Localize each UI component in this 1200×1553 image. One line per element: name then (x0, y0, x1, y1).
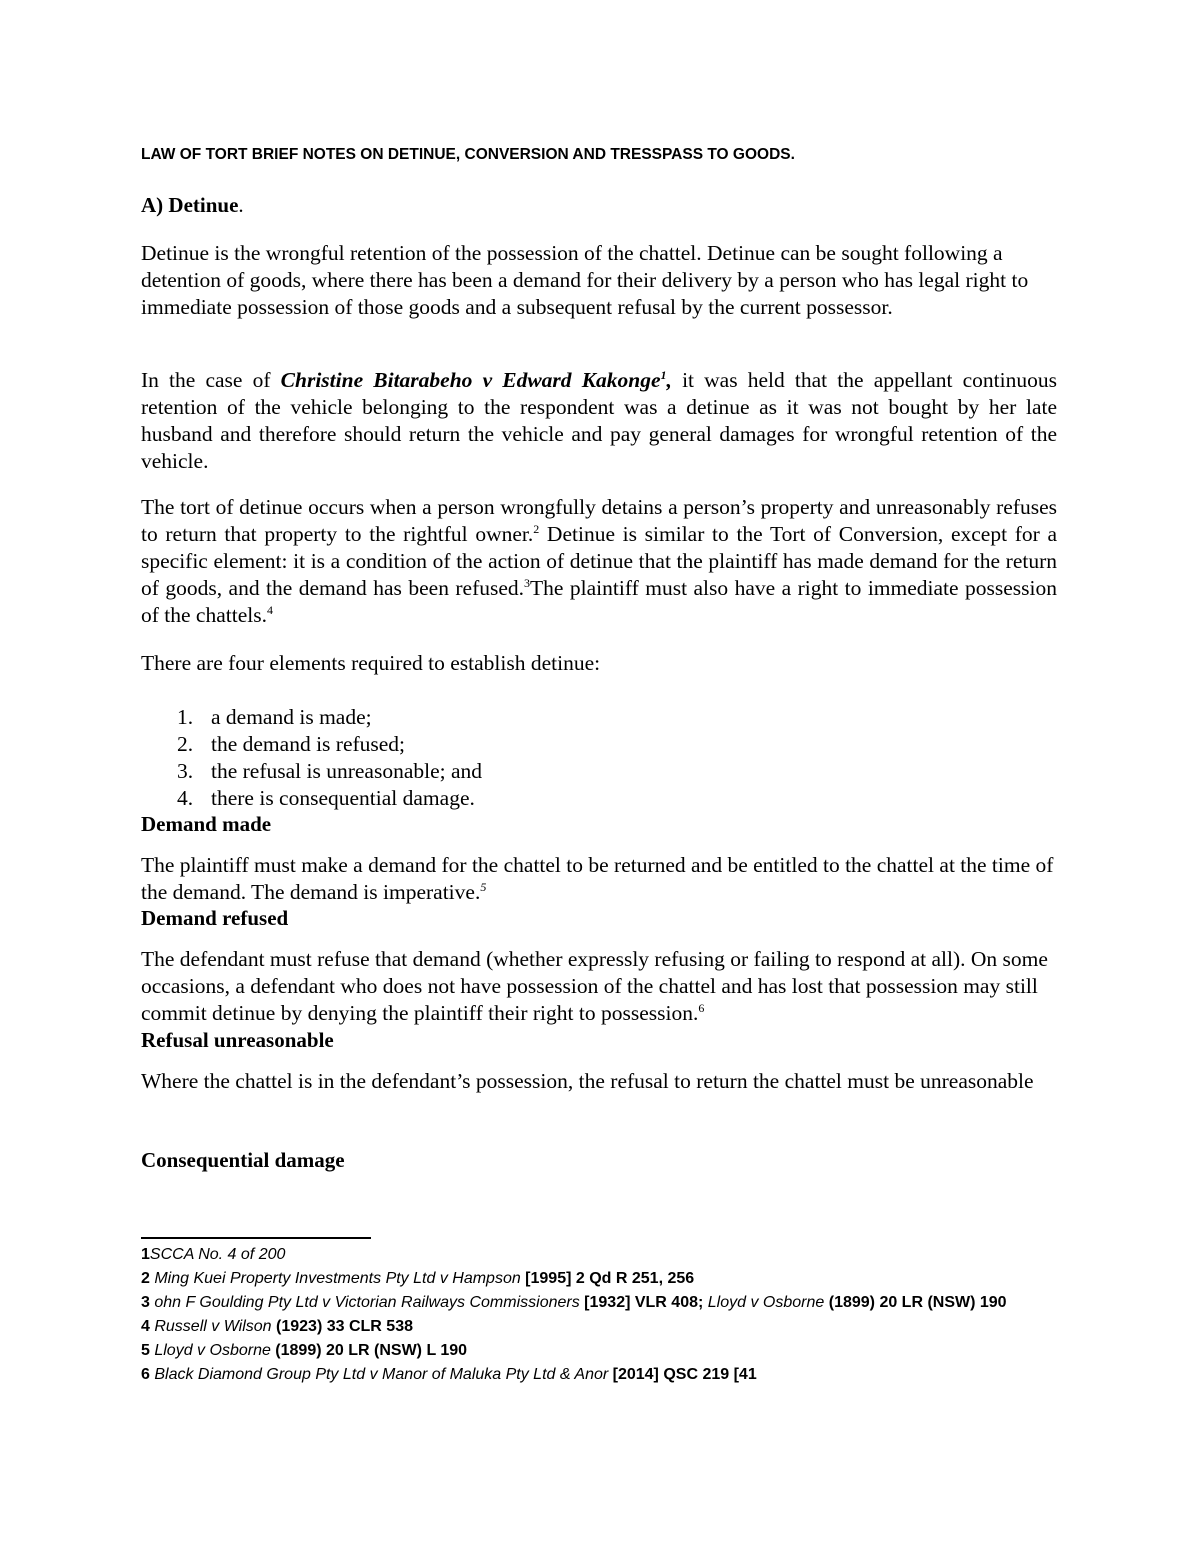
section-heading-detinue (141, 193, 244, 218)
list-item-text: there is consequential damage. (211, 786, 475, 810)
footnote-reference: (1923) 33 CLR 538 (271, 1318, 413, 1335)
paragraph-refusal-unreasonable: Where the chattel is in the defendant’s possession, the refusal to return the chattel must be unreasonable (141, 1069, 1034, 1093)
footnote-number: 4 (141, 1318, 150, 1335)
document-page (141, 0, 1061, 1553)
footnote-ref-4: 4 (266, 602, 273, 617)
list-item-number: 1. (177, 705, 194, 729)
subheading-refusal-unreasonable: Refusal unreasonable (141, 1028, 334, 1052)
footnote-separator (141, 1237, 371, 1239)
tort-text-b: Detinue is similar to the Tort of Conversion, except for a specific element: it is a condition of the action of detinue that the plaintiff has made demand for the return of goods, and the demand has been refused. (141, 522, 1058, 600)
case-name: Christine Bitarabeho v Edward Kakonge (280, 368, 661, 392)
footnote-number: 2 (141, 1270, 150, 1287)
footnote-number: 1 (141, 1246, 150, 1263)
footnote-citation: Ming Kuei Property Investments Pty Ltd v Hampson (149, 1270, 521, 1287)
list-item-text: the demand is refused; (211, 732, 406, 756)
paragraph-case-example (141, 367, 1057, 475)
footnote-2 (141, 1267, 1057, 1291)
paragraph-demand-refused (141, 946, 1057, 1027)
footnote-citation: ohn F Goulding Pty Ltd v Victorian Railways Commissioners (149, 1294, 580, 1311)
footnote-reference: (1899) 20 LR (NSW) L 190 (270, 1342, 468, 1359)
footnote-6 (141, 1363, 1057, 1387)
case-comma: , (666, 368, 672, 392)
footnote-1 (141, 1243, 1057, 1267)
footnote-3 (141, 1291, 1057, 1315)
footnote-ref-6: 6 (698, 1000, 705, 1015)
footnote-number: 6 (141, 1366, 150, 1383)
demand-refused-text: The defendant must refuse that demand (whether expressly refusing or failing to respond at all). On some occasions, a defendant who does not have possession of the chattel and has lost that possession may still commit detinue by denying the plaintiff their right to possession. (141, 947, 1048, 1025)
list-item-number: 2. (177, 732, 194, 756)
paragraph-tort-of-detinue (141, 494, 1057, 629)
footnote-citation: Russell v Wilson (149, 1318, 272, 1335)
elements-list (177, 704, 482, 812)
section-heading-detinue-dot: . (238, 193, 244, 217)
subheading-demand-refused: Demand refused (141, 906, 289, 930)
tort-text-c: The plaintiff must also have a right to immediate possession of the chattels. (141, 576, 1057, 627)
footnote-ref-1: 1 (660, 367, 667, 382)
paragraph-elements-intro: There are four elements required to establish detinue: (141, 651, 601, 675)
footnote-reference: [1932] VLR 408; (579, 1294, 708, 1311)
footnote-ref-2: 2 (533, 521, 540, 536)
footnote-ref-5: 5 (480, 879, 487, 894)
footnote-citation: SCCA No. 4 of 200 (149, 1246, 286, 1263)
paragraph-detinue-definition: Detinue is the wrongful retention of the possession of the chattel. Detinue can be sought following a detention of goods, where there has been a demand for their delivery by a person who has legal right to immediate possession of those goods and a subsequent refusal by the current possessor. (141, 241, 1029, 319)
footnote-citation-2: Lloyd v Osborne (707, 1294, 825, 1311)
document-title: LAW OF TORT BRIEF NOTES ON DETINUE, CONVERSION AND TRESSPASS TO GOODS. (141, 146, 795, 163)
footnote-4 (141, 1315, 1057, 1339)
footnote-citation: Black Diamond Group Pty Ltd v Manor of Maluka Pty Ltd & Anor (149, 1366, 609, 1383)
subheading-demand-made: Demand made (141, 812, 272, 836)
subheading-consequential-damage: Consequential damage (141, 1148, 345, 1172)
list-item (177, 758, 482, 785)
footnotes (141, 1243, 1057, 1387)
list-item-text: a demand is made; (211, 705, 372, 729)
tort-text-a: The tort of detinue occurs when a person wrongfully detains a person’s property and unreasonably refuses to return that property to the rightful owner. (141, 495, 1057, 546)
demand-made-text: The plaintiff must make a demand for the chattel to be returned and be entitled to the chattel at the time of the demand. The demand is imperative. (141, 853, 1054, 904)
footnote-citation: Lloyd v Osborne (149, 1342, 271, 1359)
section-heading-detinue-text: A) Detinue (141, 193, 239, 217)
case-holding: it was held that the appellant continuous retention of the vehicle belonging to the respondent was a detinue as it was not bought by her late husband and therefore should return the vehicle and pay general damages for wrongful retention of the vehicle. (141, 368, 1057, 473)
list-item-number: 3. (177, 759, 194, 783)
footnote-number: 5 (141, 1342, 150, 1359)
footnote-5 (141, 1339, 1057, 1363)
footnote-ref-3: 3 (524, 575, 531, 590)
list-item (177, 704, 482, 731)
list-item (177, 731, 482, 758)
footnote-number: 3 (141, 1294, 150, 1311)
list-item-number: 4. (177, 786, 194, 810)
list-item-text: the refusal is unreasonable; and (211, 759, 483, 783)
paragraph-demand-made (141, 852, 1057, 906)
case-intro: In the case of (141, 368, 281, 392)
list-item (177, 785, 482, 812)
footnote-reference: [2014] QSC 219 [41 (608, 1366, 757, 1383)
footnote-reference-2: (1899) 20 LR (NSW) 190 (824, 1294, 1007, 1311)
footnote-reference: [1995] 2 Qd R 251, 256 (520, 1270, 695, 1287)
